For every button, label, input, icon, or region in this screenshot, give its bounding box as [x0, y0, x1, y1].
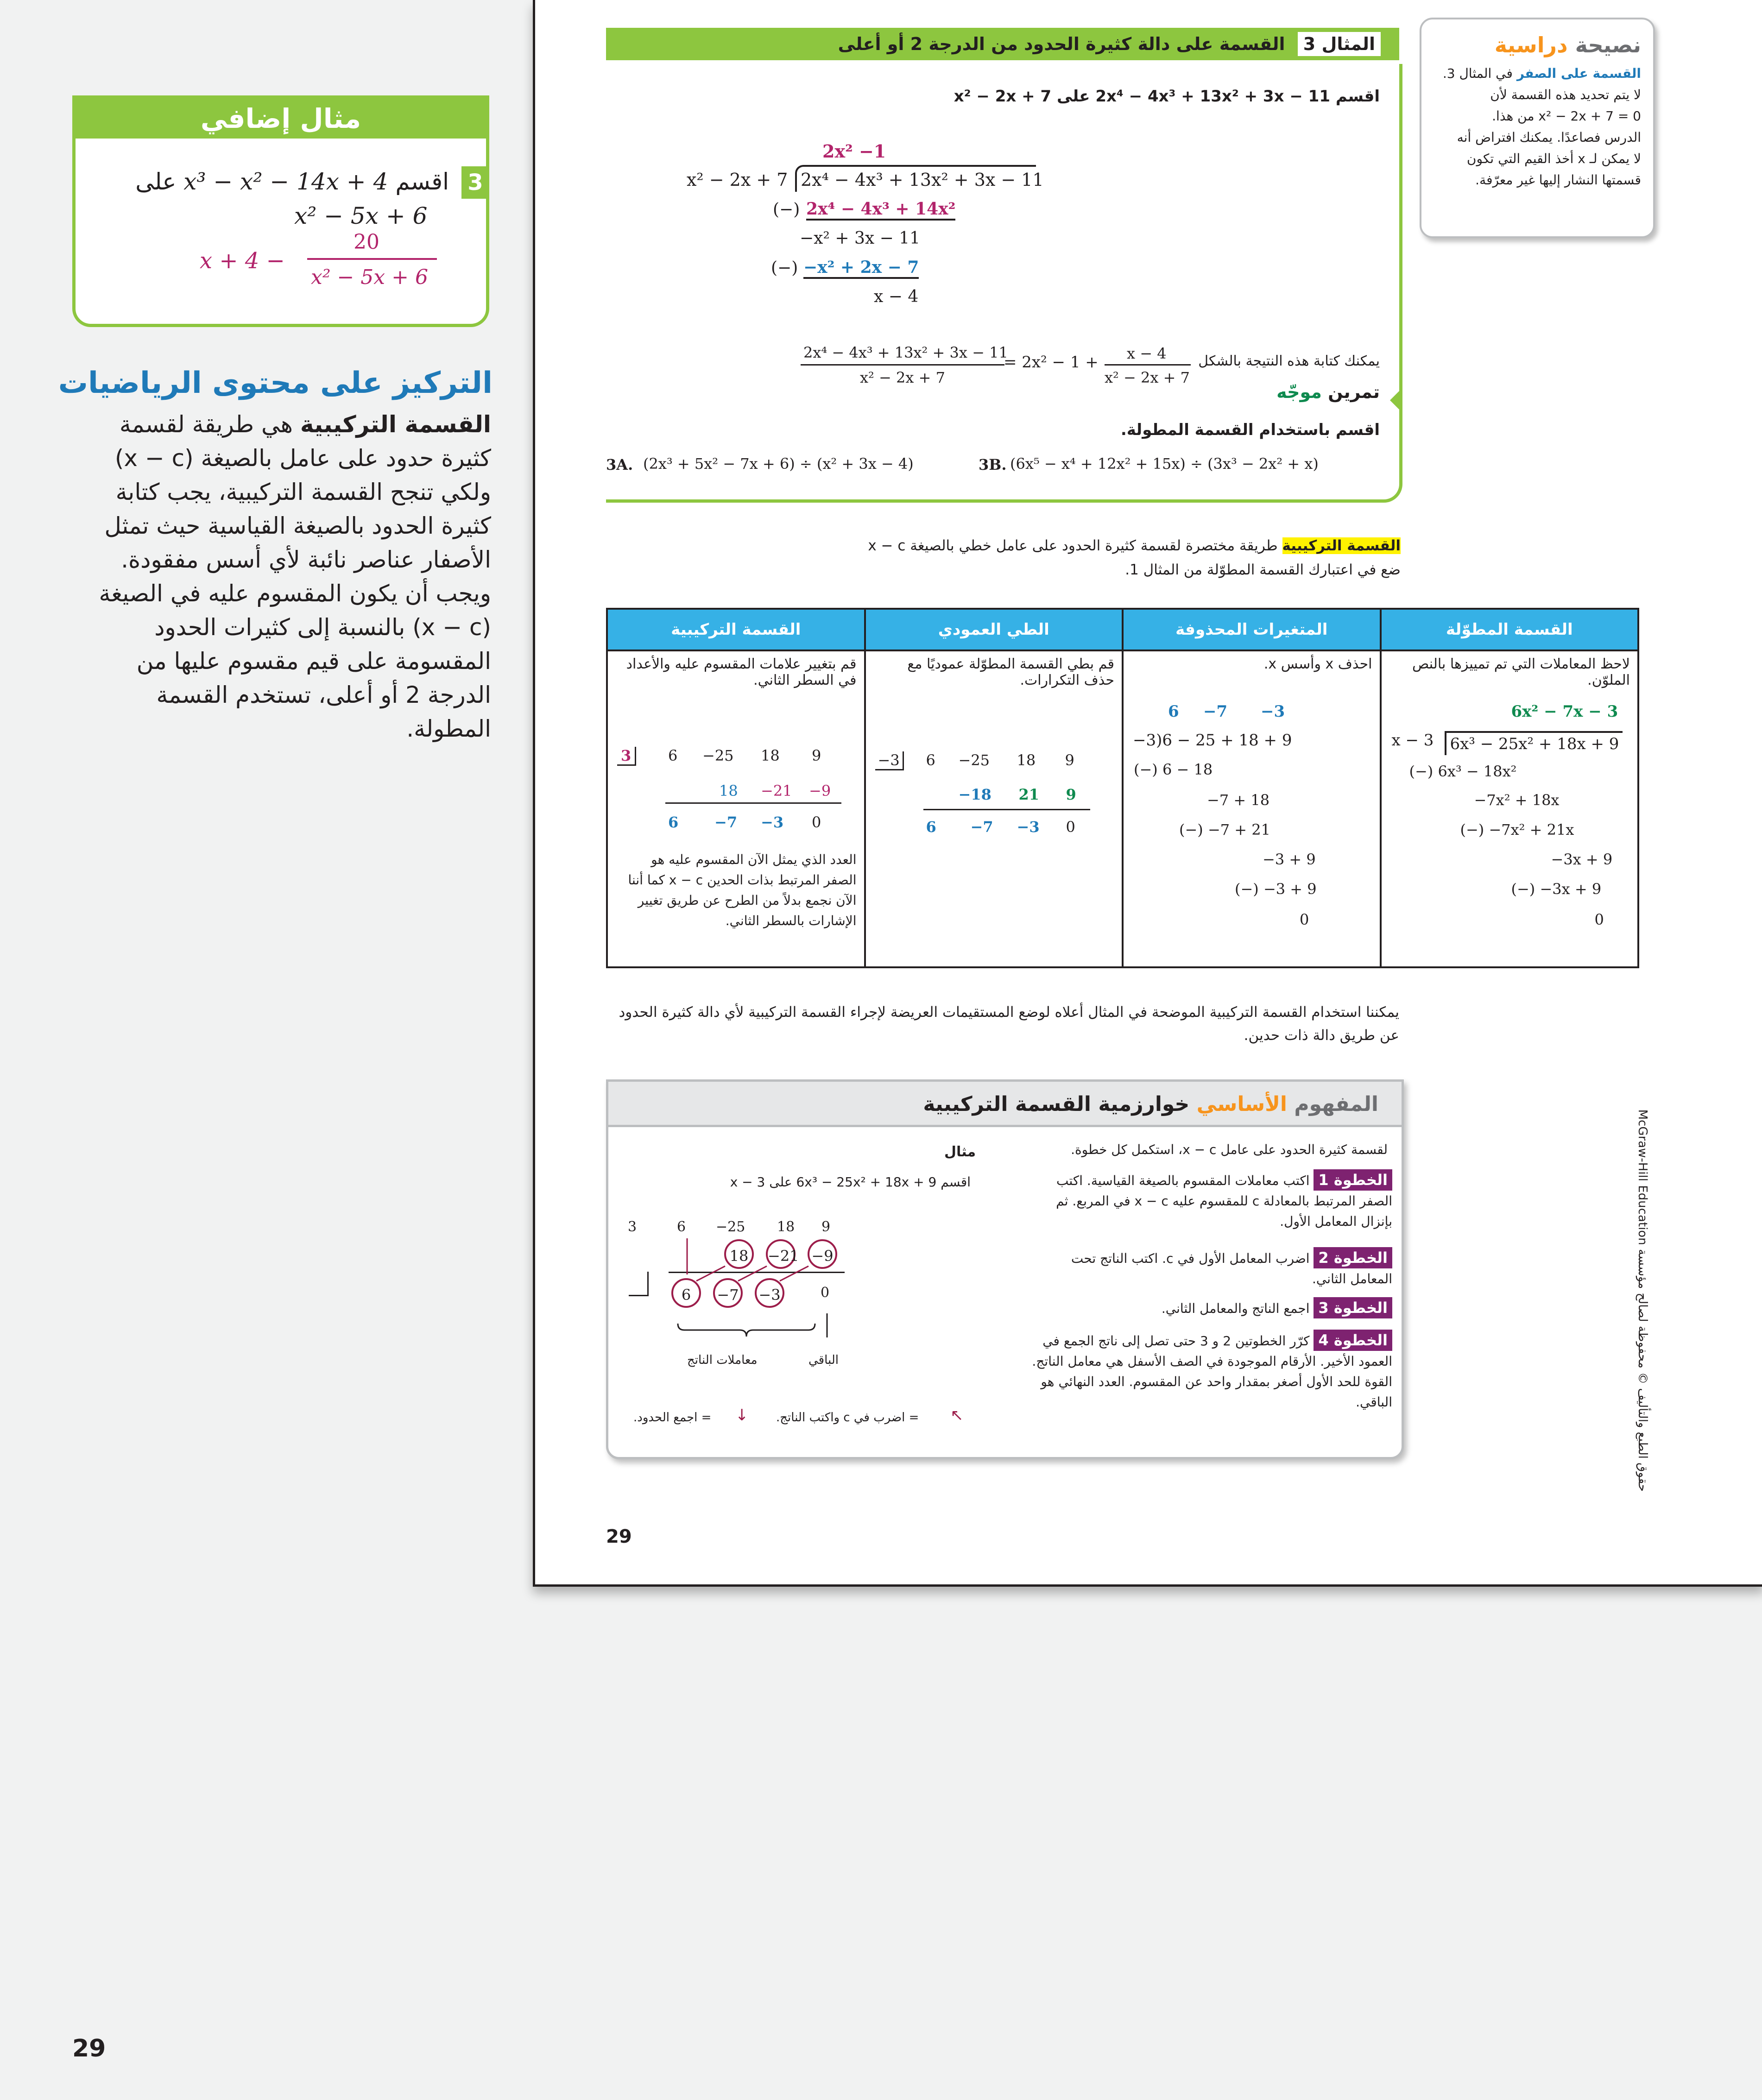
step-4-text: كرّر الخطوتين 2 و 3 حتى تصل إلى ناتج الجمع في العمود الأخير. الأرقام الموجودة في الصف الأسفل هي معامل الناتج. القوة للحد الأول أصغر بمقدار واحد عن المقسوم. العدد النهائي هو الباقي. — [1032, 1333, 1392, 1410]
focus-text — [69, 408, 491, 746]
synthetic-intro-line2: ضع في اعتبارك القسمة المطوّلة من المثال 1. — [1125, 561, 1401, 578]
col1-row4: −3x + 9 — [1551, 851, 1613, 868]
concept-step-3 — [1031, 1298, 1392, 1319]
col2-row4: (−) −7 + 21 — [1179, 821, 1270, 839]
ex3-result-caption: يمكنك كتابة هذه النتيجة بالشكل — [1198, 353, 1380, 369]
step-3-tag: الخطوة 3 — [1314, 1297, 1392, 1318]
col4-r2-2: −9 — [809, 782, 831, 800]
cex-arrow-diag-1 — [696, 1266, 725, 1281]
cex-r1-3: 18 — [777, 1219, 795, 1235]
cex-coef-brace — [678, 1324, 815, 1337]
extra-example-fraction-bar — [307, 258, 437, 260]
table-header-long: القسمة المطوّلة — [1381, 609, 1639, 650]
extra-example-answer-num: 20 — [354, 230, 379, 254]
col4-r3-0: 6 — [668, 814, 679, 831]
study-tip-line5: لا يمكن لـ x أخذ القيم التي تكون — [1466, 151, 1641, 166]
col4-r2-1: −21 — [761, 782, 792, 800]
ex3-line2: −x² + 3x − 11 — [800, 229, 921, 248]
col1-row1: (−) 6x³ − 18x² — [1409, 763, 1517, 780]
ex3-result-rden: x² − 2x + 7 — [1105, 369, 1190, 386]
cex-r2-1: −21 — [766, 1239, 796, 1269]
ex3-result-rnum: x − 4 — [1127, 345, 1167, 362]
col3-r3-2: −3 — [1017, 818, 1040, 836]
concept-step-2 — [1031, 1248, 1392, 1289]
study-tip-line4: الدرس فصاعدًا. يمكنك افتراض أنه — [1457, 130, 1641, 145]
step-4-tag: الخطوة 4 — [1314, 1330, 1392, 1351]
left-page-number: 29 — [72, 2035, 106, 2062]
step-1-tag: الخطوة 1 — [1314, 1169, 1392, 1191]
col2-row5: −3 + 9 — [1263, 851, 1316, 868]
concept-example-label: مثال — [944, 1144, 976, 1160]
col2-row1: −3)6 − 25 + 18 + 9 — [1133, 731, 1292, 750]
col4-r3-1: −7 — [714, 814, 738, 831]
cex-r3-3: 0 — [821, 1285, 830, 1301]
table-header-remove: المتغيرات المحذوفة — [1123, 609, 1381, 650]
concept-step-4 — [1031, 1330, 1392, 1413]
step-2-tag: الخطوة 2 — [1314, 1247, 1392, 1268]
col3-sum-line — [923, 809, 1090, 810]
cex-r2-2: −9 — [808, 1239, 837, 1269]
col3-r2-2: 9 — [1066, 786, 1076, 803]
study-tip-title-a: نصيحة — [1575, 32, 1641, 57]
study-tip-line6: قسمتها النشار إليها غير معرّفة. — [1475, 172, 1641, 188]
cex-coef-label: معاملات الناتج — [687, 1353, 758, 1367]
step-1-text: اكتب معاملات المقسوم بالصيغة القياسية. اكتب الصفر المرتبط بالمعادلة c للمقسوم عليه x − c في المربع. ثم بإنزال المعامل الأول. — [1056, 1173, 1392, 1229]
extra-example-number: 3 — [461, 166, 489, 199]
col3-r3-1: −7 — [970, 818, 993, 836]
cex-arrows — [608, 1082, 933, 1457]
key-concept-title-a: المفهوم — [1294, 1092, 1378, 1116]
col3-r2-0: −18 — [958, 786, 992, 803]
col1-row6: 0 — [1594, 911, 1604, 928]
col4-sum-line — [665, 802, 841, 804]
after-table-text: يمكننا استخدام القسمة التركيبية الموضحة في المثال أعلاه لوضع المستقيمات العريضة لإجراء القسمة التركيبية لأي دالة كثيرة الحدود عن طريق دالة ذات حدين. — [619, 1004, 1399, 1044]
col4-r1-2: −25 — [702, 747, 734, 764]
col4-r1-3: 18 — [761, 747, 780, 764]
col3-r3-3: 0 — [1066, 818, 1075, 836]
study-tip-line1: في المثال 3. — [1442, 66, 1513, 81]
extra-example-dividend: x³ − x² − 14x + 4 — [183, 168, 388, 195]
col3-r1-2: −25 — [958, 751, 990, 769]
col2-row6: (−) −3 + 9 — [1235, 880, 1317, 898]
guided-title-a: تمرين — [1328, 382, 1380, 402]
col1-text: لاحظ المعاملات التي تم تمييزها بالنص الملوّن. — [1412, 656, 1630, 688]
ex3-remainder: x − 4 — [874, 287, 919, 306]
study-tip-line3: x² − 2x + 7 = 0 من هذا. — [1492, 108, 1641, 124]
concept-step-1 — [1031, 1170, 1392, 1232]
example3-title: القسمة على دالة كثيرة الحدود من الدرجة 2 أو أعلى — [838, 34, 1285, 54]
extra-example-prompt: اقسم — [395, 168, 449, 195]
col1-row3: (−) −7x² + 21x — [1460, 821, 1574, 839]
guided-title-b: موجّه — [1276, 382, 1322, 402]
table-header-synthetic: القسمة التركيبية — [607, 609, 865, 650]
table-header-fold: الطي العمودي — [865, 609, 1123, 650]
guided-3a-label: 3A. — [606, 456, 633, 473]
key-concept-title-b: الأساسي — [1196, 1092, 1288, 1116]
guided-title — [1276, 382, 1380, 402]
extra-example-answer-lead: x + 4 − — [200, 248, 285, 274]
focus-body: هي طريقة لقسمة كثيرة حدود على عامل بالصيغة (x − c) ولكي تنجح القسمة التركيبية، يجب كتابة كثيرة الحدود بالصيغة القياسية حيث تمثل الأصفار عناصر نائبة لأي أسس مفقودة. ويجب أن يكون المقسوم عليه في الصيغة (x − c) بالنسبة إلى كثيرات الحدود المقسومة على قيم مقسوم عليها من الدرجة 2 أو أعلى، تستخدم القسمة المطولة. — [99, 411, 491, 742]
col4-r1-0: 3 — [617, 747, 636, 766]
cex-r1-4: 9 — [821, 1219, 831, 1235]
ex3-line3: −x² + 2x − 7 — [803, 258, 919, 279]
col2-text: احذف x وأسس x. — [1263, 656, 1372, 672]
table-cell-synthetic — [607, 650, 865, 967]
table-cell-long — [1381, 650, 1639, 967]
synthetic-intro-line1 — [868, 537, 1401, 554]
step-3-text: اجمع الناتج والمعامل الثاني. — [1161, 1301, 1310, 1316]
cex-r3-1: −7 — [713, 1278, 743, 1308]
synthetic-comparison-table — [606, 608, 1639, 968]
ex3-line1: 2x⁴ − 4x³ + 14x² — [806, 199, 955, 221]
col4-r1-4: 9 — [812, 747, 821, 764]
cex-r1-0: 3 — [628, 1219, 637, 1235]
col1-row5: (−) −3x + 9 — [1511, 880, 1602, 898]
side-credit: حقوق الطبع والتأليف © محفوظة لصالح مؤسسة McGraw-Hill Education — [1636, 1109, 1649, 1492]
page-number: 29 — [606, 1526, 632, 1547]
col1-quot: 6x² − 7x − 3 — [1511, 702, 1618, 721]
col2-row7: 0 — [1300, 911, 1309, 928]
study-tip-sub: القسمة على الصفر — [1516, 66, 1641, 81]
col3-r1-4: 9 — [1065, 751, 1074, 769]
extra-example-box — [72, 95, 489, 327]
cex-r2-0: 18 — [724, 1239, 754, 1269]
guided-practice-arrow — [1390, 388, 1402, 412]
ex3-result-rbar — [1105, 364, 1191, 366]
col3-r3-0: 6 — [926, 818, 936, 836]
col1-dividend: 6x³ − 25x² + 18x + 9 — [1445, 731, 1623, 755]
concept-example-prompt: اقسم 6x³ − 25x² + 18x + 9 على x − 3 — [730, 1174, 971, 1190]
synthetic-intro-text: طريقة مختصرة لقسمة كثيرة الحدود على عامل خطي بالصيغة x − c — [868, 537, 1278, 554]
col3-r1-0: −3 — [875, 751, 904, 770]
table-cell-fold — [865, 650, 1123, 967]
step-2-text: اضرب المعامل الأول في c. اكتب الناتج تحت المعامل الثاني. — [1071, 1251, 1392, 1286]
col1-row2: −7x² + 18x — [1474, 791, 1560, 809]
guided-instruction: اقسم باستخدام القسمة المطولة. — [1120, 421, 1380, 439]
study-tip-title-b: دراسية — [1494, 32, 1568, 57]
col3-r1-1: 6 — [926, 751, 935, 769]
example3-header — [606, 28, 1399, 60]
col2-q2: −7 — [1203, 702, 1228, 721]
cex-r3-0: 6 — [671, 1278, 701, 1308]
example3-prompt: اقسم 2x⁴ − 4x³ + 13x² + 3x − 11 على x² − 2x + 7 — [954, 87, 1380, 106]
extra-example-divisor: x² − 5x + 6 — [294, 202, 428, 229]
cex-arrow-diag-3 — [780, 1266, 808, 1281]
ex3-result-num: 2x⁴ − 4x³ + 13x² + 3x − 11 — [803, 344, 1008, 361]
study-tip-box — [1420, 18, 1655, 238]
cex-legend-mult: = اضرب في c واكتب الناتج. — [776, 1411, 919, 1425]
guided-3b: (6x⁵ − x⁴ + 12x² + 15x) ÷ (3x³ − 2x² + x) — [1010, 455, 1319, 473]
col2-row2: (−) 6 − 18 — [1134, 761, 1213, 778]
cex-arrow-diag-2 — [738, 1266, 767, 1281]
ex3-dividend: 2x⁴ − 4x³ + 13x² + 3x − 11 — [801, 170, 1044, 190]
col1-div: x − 3 — [1391, 731, 1434, 750]
col2-q1: 6 — [1168, 702, 1179, 721]
col4-r3-2: −3 — [761, 814, 784, 831]
cex-r1-2: −25 — [716, 1219, 745, 1235]
concept-intro: لقسمة كثيرة الحدود على عامل x − c، استكمل كل خطوة. — [1071, 1142, 1388, 1157]
extra-example-on: على — [135, 168, 177, 195]
synthetic-intro-term: القسمة التركيبية — [1282, 537, 1401, 554]
col4-r3-3: 0 — [812, 814, 821, 831]
ex3-divisor: x² − 2x + 7 — [687, 170, 788, 190]
guided-3a: (2x³ + 5x² − 7x + 6) ÷ (x² + 3x − 4) — [643, 455, 914, 473]
ex3-quotient: 2x² −1 — [822, 141, 886, 162]
col4-text: قم بتغيير علامات المقسوم عليه والأعداد في السطر الثاني. — [626, 656, 857, 688]
guided-3b-label: 3B. — [979, 456, 1007, 473]
focus-term: القسمة التركيبية — [300, 411, 491, 438]
table-cell-remove — [1123, 650, 1381, 967]
cex-r3-2: −3 — [755, 1278, 784, 1308]
example3-label: المثال 3 — [1298, 32, 1381, 56]
col4-r2-0: 18 — [719, 782, 738, 800]
ex3-result-den: x² − 2x + 7 — [860, 369, 945, 386]
ex3-line3-sign: (−) — [771, 259, 798, 277]
col2-row3: −7 + 18 — [1207, 791, 1270, 809]
extra-example-prompt-line — [88, 168, 449, 195]
col3-text: قم بطي القسمة المطوّلة عموديًا مع حذف التكرارات. — [907, 656, 1114, 688]
ex3-result-mid: = 2x² − 1 + — [1004, 353, 1099, 372]
col3-r1-3: 18 — [1017, 751, 1036, 769]
col2-q3: −3 — [1261, 702, 1285, 721]
ex3-line1-sign: (−) — [773, 200, 800, 219]
extra-example-answer-den: x² − 5x + 6 — [311, 265, 428, 289]
study-tip-line2: لا يتم تحديد هذه القسمة لأن — [1490, 87, 1641, 102]
col3-r2-1: 21 — [1018, 786, 1040, 803]
ex3-result-bar — [801, 364, 1004, 366]
col4-note: العدد الذي يمثل الآن المقسوم عليه هو الصفر المرتبط بذات الحدين x − c كما أننا الآن نجمع بدلاً من الطرح عن طريق تغيير الإشارات بالسطر الثاني. — [628, 852, 857, 928]
cex-r1-1: 6 — [677, 1219, 686, 1235]
key-concept-box — [606, 1079, 1404, 1459]
study-tip-title — [1434, 32, 1641, 57]
key-concept-title-c: خوارزمية القسمة التركيبية — [923, 1092, 1190, 1116]
down-arrow-icon: ↓ — [735, 1406, 749, 1425]
diagonal-arrow-icon: ↖ — [950, 1406, 964, 1425]
focus-title: التركيز على محتوى الرياضيات — [58, 366, 493, 400]
cex-legend-add: = اجمع الحدود. — [633, 1411, 712, 1425]
extra-example-header: مثال إضافي — [76, 99, 486, 139]
col4-r1-1: 6 — [668, 747, 678, 764]
cex-remainder-label: الباقي — [808, 1353, 839, 1367]
